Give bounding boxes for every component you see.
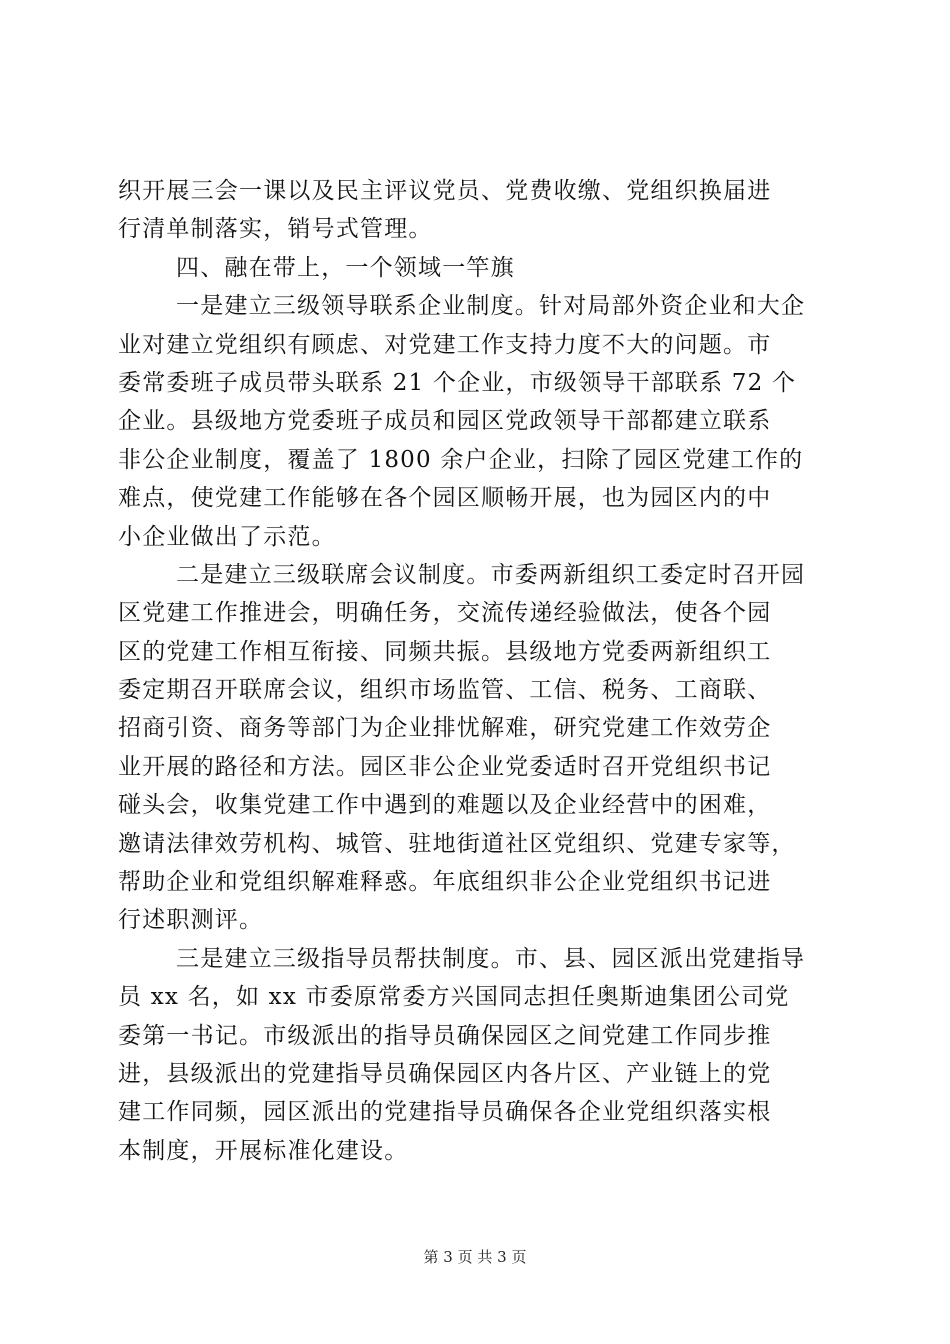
text-line: 委常委班子成员带头联系 21 个企业，市级领导干部联系 72 个 (118, 369, 797, 396)
text-line: 员 xx 名，如 xx 市委原常委方兴国同志担任奥斯迪集团公司党 (118, 984, 790, 1011)
text-line: 区党建工作推进会，明确任务，交流传递经验做法，使各个园 (118, 600, 772, 627)
text-line: 委定期召开联席会议，组织市场监管、工信、税务、工商联、 (118, 677, 772, 704)
page-number-footer: 第 3 页 共 3 页 (423, 1248, 527, 1266)
text-line: 建工作同频，园区派出的党建指导员确保各企业党组织落实根 (118, 1099, 772, 1126)
paragraph-first-line: 二是建立三级联席会议制度。市委两新组织工委定时召开园 (176, 561, 806, 588)
text-line: 行述职测评。 (118, 907, 264, 934)
text-line: 邀请法律效劳机构、城管、驻地街道社区党组织、党建专家等， (118, 830, 796, 857)
section-heading: 四、融在带上，一个领域一竿旗 (176, 254, 515, 281)
text-line: 非公企业制度，覆盖了 1800 余户企业，扫除了园区党建工作的 (118, 446, 804, 473)
text-line: 企业。县级地方党委班子成员和园区党政领导干部都建立联系 (118, 408, 772, 435)
text-line: 委第一书记。市级派出的指导员确保园区之间党建工作同步推 (118, 1022, 772, 1049)
text-line: 织开展三会一课以及民主评议党员、党费收缴、党组织换届进 (118, 178, 772, 204)
text-line: 帮助企业和党组织解难释惑。年底组织非公企业党组织书记进 (118, 869, 772, 896)
text-line: 业对建立党组织有顾虑、对党建工作支持力度不大的问题。市 (118, 331, 772, 358)
text-line: 区的党建工作相互衔接、同频共振。县级地方党委两新组织工 (118, 638, 772, 665)
text-line: 本制度，开展标准化建设。 (118, 1137, 409, 1164)
text-line: 难点，使党建工作能够在各个园区顺畅开展，也为园区内的中 (118, 485, 772, 512)
text-line: 小企业做出了示范。 (118, 523, 336, 550)
text-line: 碰头会，收集党建工作中遇到的难题以及企业经营中的困难， (118, 792, 772, 819)
text-line: 进，县级派出的党建指导员确保园区内各片区、产业链上的党 (118, 1060, 772, 1087)
text-line: 招商引资、商务等部门为企业排忧解难，研究党建工作效劳企 (118, 715, 772, 742)
paragraph-first-line: 一是建立三级领导联系企业制度。针对局部外资企业和大企 (176, 293, 806, 320)
paragraph-first-line: 三是建立三级指导员帮扶制度。市、县、园区派出党建指导 (176, 945, 806, 972)
document-body (118, 172, 834, 1170)
text-line: 行清单制落实，销号式管理。 (118, 216, 433, 243)
text-line: 业开展的路径和方法。园区非公企业党委适时召开党组织书记 (118, 753, 772, 780)
